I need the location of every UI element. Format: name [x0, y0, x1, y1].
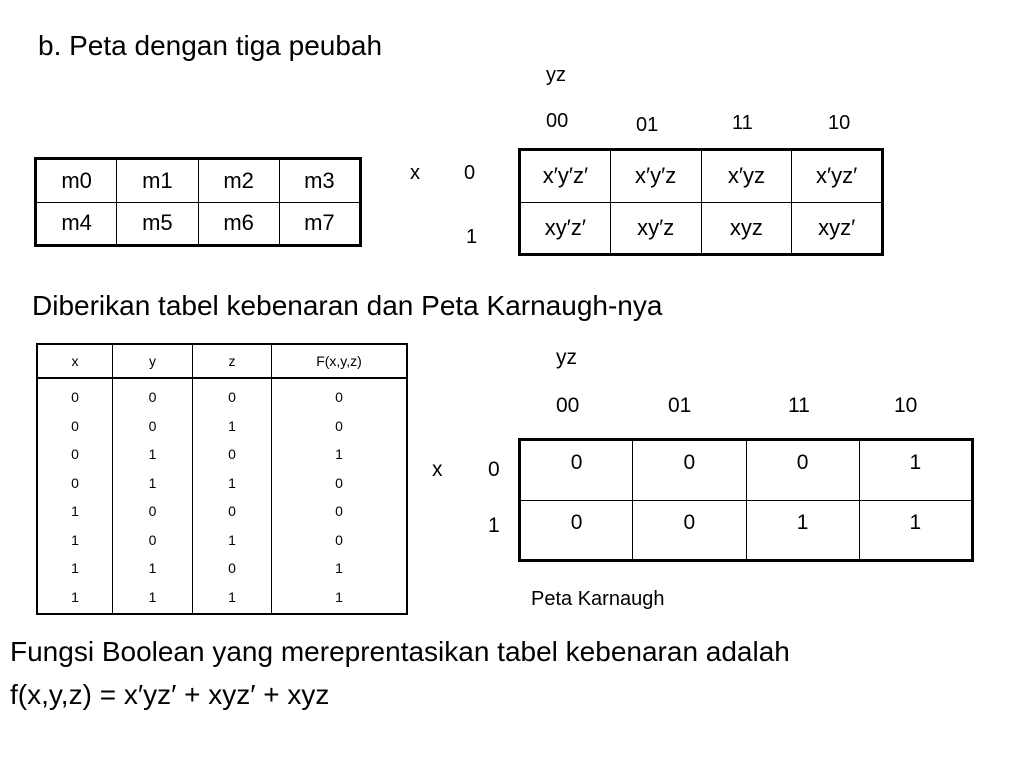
- truth-table-cell: 1: [148, 474, 157, 491]
- minterm-row: [36, 202, 361, 246]
- truth-table-header-row: [37, 344, 407, 378]
- kmap1-col-header: 10: [828, 112, 851, 134]
- truth-table-cell: 0: [228, 446, 236, 462]
- kmap2-cell: 1: [746, 500, 859, 561]
- truth-table-column-f: [272, 378, 408, 614]
- truth-table-cell: 1: [335, 446, 343, 462]
- kmap1-col-header: 00: [546, 110, 569, 132]
- truth-table-cell: 0: [228, 503, 236, 519]
- minterm-cell: m5: [117, 202, 198, 246]
- kmap1-cell: x′y′z′: [520, 150, 611, 203]
- minterm-cell: m1: [117, 159, 198, 203]
- truth-table-header: z: [193, 344, 272, 378]
- kmap2-row-header: 0: [488, 458, 500, 481]
- kmap2-col-header: 00: [556, 394, 580, 417]
- conclusion-formula: f(x,y,z) = x′yz′ + xyz′ + xyz: [10, 679, 330, 710]
- minterm-cell: m4: [36, 202, 117, 246]
- truth-table-cell: 1: [148, 446, 157, 462]
- minterm-cell: m3: [279, 159, 360, 203]
- truth-table-cell: 1: [71, 560, 79, 576]
- minterm-row: [36, 159, 361, 203]
- truth-table-column-x: [37, 378, 113, 614]
- kmap1-col-header: 01: [636, 114, 659, 136]
- truth-table-cell: 0: [335, 389, 343, 405]
- truth-table-cell: 0: [335, 474, 343, 491]
- truth-table-cell: 0: [228, 560, 236, 576]
- truth-table-column-y: [113, 378, 193, 614]
- kmap2-cell: 0: [633, 440, 746, 501]
- kmap2-col-header: 01: [668, 394, 692, 417]
- truth-table-cell: 1: [228, 531, 236, 548]
- truth-table-body: [37, 378, 407, 614]
- truth-table-cell: 1: [71, 531, 79, 548]
- kmap2-col-header: 11: [788, 394, 810, 417]
- truth-table-header: F(x,y,z): [272, 344, 408, 378]
- truth-table-cell: 0: [335, 503, 343, 519]
- truth-table-cell: 1: [148, 560, 157, 576]
- section-title: b. Peta dengan tiga peubah: [38, 30, 383, 61]
- minterm-cell: m7: [279, 202, 360, 246]
- truth-table-cell: 0: [148, 389, 157, 405]
- kmap1-yz-label: yz: [546, 64, 566, 86]
- truth-table-cell: 0: [335, 531, 343, 548]
- minterm-cell: m6: [198, 202, 279, 246]
- kmap2-yz-label: yz: [556, 346, 577, 369]
- minterm-cell: m0: [36, 159, 117, 203]
- intro-text: Diberikan tabel kebenaran dan Peta Karnaugh-nya: [32, 290, 663, 321]
- kmap2-cell: 1: [859, 500, 972, 561]
- kmap2-cell: 0: [746, 440, 859, 501]
- kmap1-cell: xy′z: [610, 202, 701, 255]
- truth-table-cell: 1: [228, 474, 236, 491]
- kmap2-grid: [518, 438, 974, 562]
- truth-table-header: y: [113, 344, 193, 378]
- kmap1-cell: xyz: [701, 202, 792, 255]
- truth-table-cell: 1: [335, 560, 343, 576]
- kmap2-cell: 0: [520, 440, 633, 501]
- truth-table-cell: 0: [228, 389, 236, 405]
- truth-table-cell: 0: [71, 474, 79, 491]
- truth-table-cell: 0: [148, 417, 157, 434]
- truth-table-cell: 0: [71, 417, 79, 434]
- truth-table-cell: 0: [148, 503, 157, 519]
- truth-table: [36, 343, 408, 615]
- truth-table-cell: 1: [71, 503, 79, 519]
- truth-table-cell: 0: [148, 531, 157, 548]
- kmap1-col-header: 11: [732, 112, 753, 134]
- truth-table-cell: 0: [71, 446, 79, 462]
- kmap2-col-header: 10: [894, 394, 918, 417]
- kmap2-caption: Peta Karnaugh: [531, 588, 665, 610]
- minterm-cell: m2: [198, 159, 279, 203]
- kmap1-cell: x′yz: [701, 150, 792, 203]
- kmap2-row: [520, 440, 973, 501]
- kmap2-x-label: x: [432, 458, 443, 481]
- conclusion-line-1: Fungsi Boolean yang mereprentasikan tabel kebenaran adalah: [10, 636, 790, 667]
- kmap2-row: [520, 500, 973, 561]
- kmap1-grid: [518, 148, 884, 256]
- kmap2-cell: 1: [859, 440, 972, 501]
- minterm-table: [34, 157, 362, 247]
- kmap2-row-header: 1: [488, 514, 500, 537]
- kmap1-row: [520, 202, 883, 255]
- truth-table-cell: 0: [71, 389, 79, 405]
- kmap1-cell: xy′z′: [520, 202, 611, 255]
- truth-table-cell: 1: [71, 588, 79, 605]
- kmap2-cell: 0: [633, 500, 746, 561]
- truth-table-cell: 0: [335, 417, 343, 434]
- kmap2-cell: 0: [520, 500, 633, 561]
- kmap1-row-header: 1: [466, 226, 478, 248]
- truth-table-cell: 1: [228, 588, 236, 605]
- kmap1-row: [520, 150, 883, 203]
- truth-table-cell: 1: [335, 588, 343, 605]
- truth-table-cell: 1: [228, 417, 236, 434]
- kmap1-x-label: x: [410, 162, 420, 184]
- kmap1-cell: x′y′z: [610, 150, 701, 203]
- truth-table-cell: 1: [148, 588, 157, 605]
- kmap1-cell: x′yz′: [792, 150, 883, 203]
- truth-table-header: x: [37, 344, 113, 378]
- kmap1-cell: xyz′: [792, 202, 883, 255]
- truth-table-column-z: [193, 378, 272, 614]
- kmap1-row-header: 0: [464, 162, 476, 184]
